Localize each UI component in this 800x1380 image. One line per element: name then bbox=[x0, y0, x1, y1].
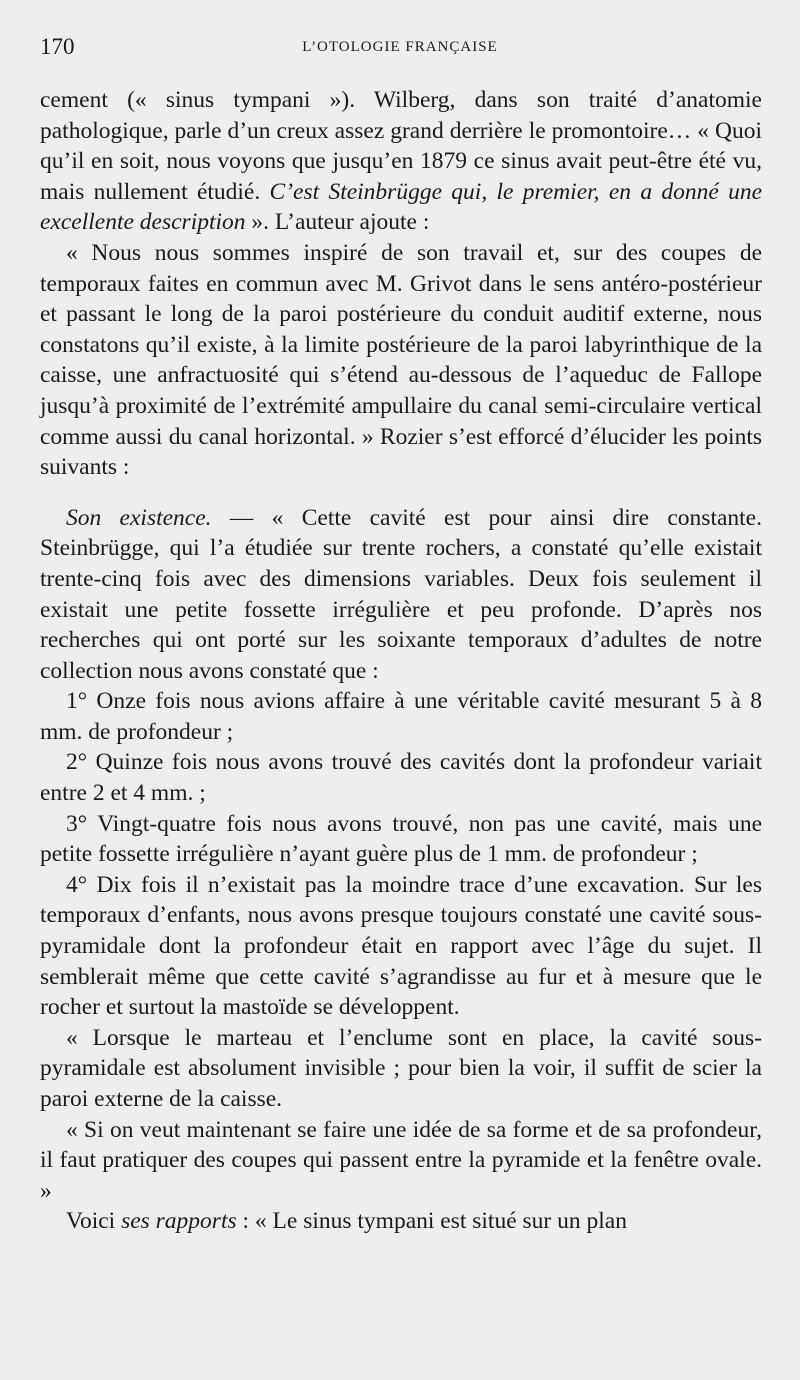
paragraph-1-text-end: ». L’auteur ajoute : bbox=[245, 209, 430, 236]
paragraph-6-text-start: Voici bbox=[66, 1208, 122, 1235]
list-item-4: 4° Dix fois il n’existait pas la moindre trace d’une excavation. Sur les temporaux d’enfants, nous avons presque toujours constaté une cavité sous-pyramidale dont la profondeur était en rapport avec l’âge du sujet. Il semblerait même que cette cavité s’agrandisse au fur et à mesure que le rocher et surtout la mastoïde se développent. bbox=[40, 871, 762, 1021]
paragraph-3-heading: Son existence. bbox=[66, 504, 212, 531]
paragraph-6-text-end: : « Le sinus tympani est situé sur un plan bbox=[236, 1208, 627, 1235]
paragraph-4: « Lorsque le marteau et l’enclume sont en place, la cavité sous-pyramidale est absolument invisible ; pour bien la voir, il suffit de scier la paroi externe de la caisse. bbox=[40, 1024, 762, 1112]
paragraph-1 bbox=[40, 85, 762, 238]
list-item-1: 1° Onze fois nous avions affaire à une véritable cavité mesurant 5 à 8 mm. de profondeur ; bbox=[40, 688, 762, 745]
paragraph-3 bbox=[40, 503, 762, 687]
paragraph-6 bbox=[40, 1206, 762, 1237]
running-title: L’OTOLOGIE FRANÇAISE bbox=[302, 39, 498, 55]
list-item-3: 3° Vingt-quatre fois nous avons trouvé, non pas une cavité, mais une petite fossette irrégulière n’ayant guère plus de 1 mm. de profondeur ; bbox=[40, 810, 762, 868]
paragraph-1-italic-quote: C’est Steinbrügge qui, le premier, en a donné une excellente description bbox=[40, 178, 763, 236]
body-text bbox=[40, 85, 762, 1237]
page-number: 170 bbox=[40, 34, 75, 59]
paragraph-5: « Si on veut maintenant se faire une idée de sa forme et de sa profondeur, il faut pratiquer des coupes qui passent entre la pyramide et la fenêtre ovale. » bbox=[40, 1116, 762, 1204]
paragraph-3-text: — « Cette cavité est pour ainsi dire constante. Steinbrügge, qui l’a étudiée sur trente rochers, a constaté qu’elle existait trente-cinq fois avec des dimensions variables. Deux fois seulement il existait une petite fossette irrégulière et peu profonde. D’après nos recherches qui ont porté sur les soixante temporaux d’adultes de notre collection nous avons constaté que : bbox=[40, 504, 762, 684]
paragraph-6-italic: ses rapports bbox=[121, 1208, 237, 1235]
page-header bbox=[40, 34, 760, 64]
list-item-2: 2° Quinze fois nous avons trouvé des cavités dont la profondeur variait entre 2 et 4 mm. ; bbox=[40, 749, 762, 807]
paragraph-1-text-start: cement (« sinus tympani »). Wilberg, dans son traité d’anatomie pathologique, parle d’un creux assez grand derrière le promontoire… « Quoi qu’il en soit, nous voyons que jusqu’en 1879 ce sinus avait peut-être été vu, mais nullement étudié. bbox=[40, 87, 762, 205]
paragraph-2: « Nous nous sommes inspiré de son travail et, sur des coupes de temporaux faites en commun avec M. Grivot dans le sens antéro-postérieur et passant le long de la paroi postérieure du conduit auditif externe, nous constatons qu’il existe, à la limite postérieure de la paroi labyrinthique de la caisse, une anfractuosité qui s’étend au-dessous de l’aqueduc de Fallope jusqu’à proximité de l’extrémité ampullaire du canal semi-circulaire vertical comme aussi du canal horizontal. » Rozier s’est efforcé d’élucider les points suivants : bbox=[40, 239, 762, 481]
